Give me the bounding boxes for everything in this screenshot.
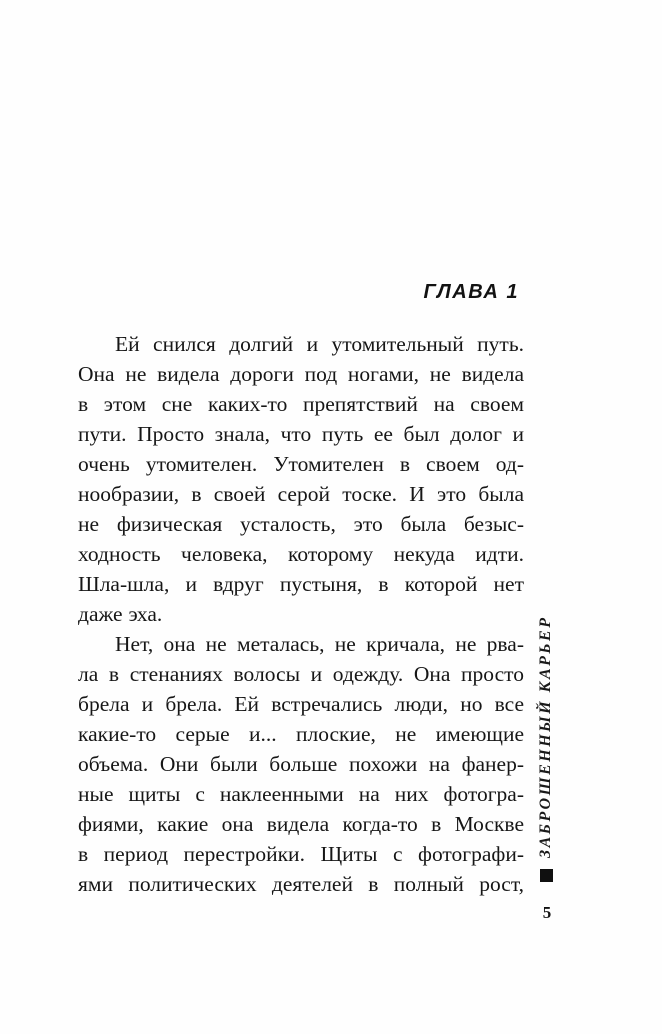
text-line: Шла-шла, и вдруг пустыня, в которой нет	[78, 572, 524, 596]
body-text	[78, 329, 524, 899]
text-line: не физическая усталость, это была безыс-	[78, 512, 524, 536]
text-line: ями политических деятелей в полный рост,	[78, 872, 524, 896]
text-line: в этом сне каких-то препятствий на своем	[78, 392, 524, 416]
chapter-heading: ГЛАВА 1	[423, 281, 519, 303]
text-line: ходность человека, которому некуда идти.	[78, 542, 524, 566]
text-line: объема. Они были больше похожи на фанер-	[78, 752, 524, 776]
text-line: пути. Просто знала, что путь ее был долог и	[78, 422, 524, 446]
vertical-book-title: ЗАБРОШЕННЫЙ КАРЬЕР	[537, 615, 554, 858]
text-line: фиями, какие она видела когда-то в Москве	[78, 812, 524, 836]
text-line: ла в стенаниях волосы и одежду. Она просто	[78, 662, 524, 686]
text-line: нообразии, в своей серой тоске. И это была	[78, 482, 524, 506]
text-line: брела и брела. Ей встречались люди, но все	[78, 692, 524, 716]
text-line: Она не видела дороги под ногами, не видела	[78, 362, 524, 386]
paragraph-2	[78, 629, 524, 899]
text-line: в период перестройки. Щиты с фотографи-	[78, 842, 524, 866]
section-marker-square	[540, 869, 553, 882]
paragraph-1	[78, 329, 524, 629]
text-line: даже эха.	[78, 602, 163, 626]
text-line: какие-то серые и... плоские, не имеющие	[78, 722, 524, 746]
text-line: очень утомителен. Утомителен в своем од-	[78, 452, 524, 476]
page-number: 5	[542, 903, 552, 922]
text-line: Ей снился долгий и утомительный путь.	[115, 332, 524, 356]
text-line: Нет, она не металась, не кричала, не рва-	[115, 632, 524, 656]
text-line: ные щиты с наклеенными на них фотогра-	[78, 782, 524, 806]
